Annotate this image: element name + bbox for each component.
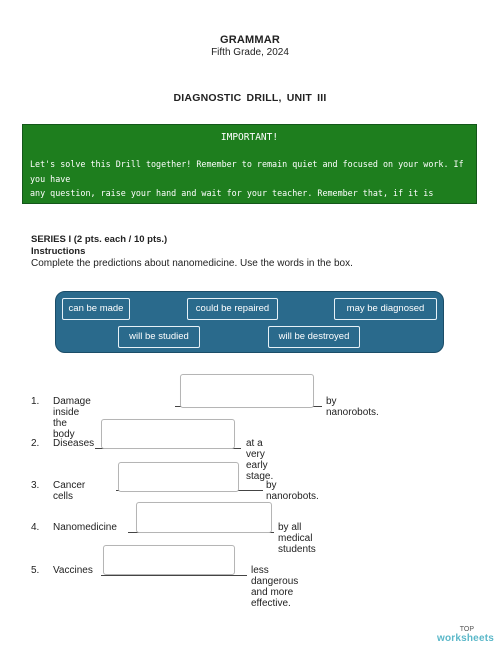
- answer-input-5[interactable]: [103, 545, 235, 575]
- important-notice: [22, 124, 477, 228]
- item-suffix: by nanorobots.: [326, 396, 379, 418]
- word-chip[interactable]: can be made: [62, 298, 130, 320]
- item-suffix: less dangerous and more effective.: [251, 565, 299, 609]
- notice-line: Let's solve this Drill together! Remember to remain quiet and focused on your work. If you have: [30, 159, 464, 184]
- answer-blank: [101, 575, 247, 576]
- answer-input-2[interactable]: [101, 419, 235, 449]
- series-title: SERIES I (2 pts. each / 10 pts.): [31, 234, 168, 245]
- notice-line: additional paper, your work must be organized, clean, and with legible handwriting.: [30, 217, 449, 228]
- item-prefix: Nanomedicine: [53, 522, 117, 533]
- notice-line: any question, raise your hand and wait for your teacher. Remember that, if it is necessary to use: [30, 188, 434, 213]
- item-prefix: Diseases: [53, 438, 95, 449]
- item-number: 1.: [31, 396, 40, 407]
- item-prefix: Damage inside the body: [53, 396, 91, 440]
- drill-title: DIAGNOSTIC DRILL, UNIT III: [173, 92, 327, 104]
- word-chip[interactable]: may be diagnosed: [334, 298, 437, 320]
- instructions-text: Complete the predictions about nanomedicine. Use the words in the box.: [31, 258, 353, 269]
- item-suffix: by nanorobots.: [266, 480, 319, 502]
- instructions-label: Instructions: [31, 246, 86, 257]
- notice-title: IMPORTANT!: [220, 132, 279, 143]
- subject-title: GRAMMAR: [219, 34, 281, 46]
- item-number: 4.: [31, 522, 40, 533]
- notice-body: [30, 157, 472, 230]
- item-suffix: by all medical students: [278, 522, 316, 555]
- answer-input-4[interactable]: [136, 502, 272, 533]
- item-number: 2.: [31, 438, 40, 449]
- top-worksheets-logo-top: TOP: [459, 626, 474, 633]
- grade-subtitle: Fifth Grade, 2024: [211, 47, 289, 58]
- item-number: 3.: [31, 480, 40, 491]
- word-chip[interactable]: will be destroyed: [268, 326, 360, 348]
- top-worksheets-logo: worksheets: [436, 633, 494, 644]
- word-box: [55, 291, 444, 353]
- word-chip[interactable]: could be repaired: [187, 298, 278, 320]
- item-suffix: at a very early stage.: [246, 438, 274, 482]
- answer-input-3[interactable]: [118, 462, 239, 492]
- item-prefix: Vaccines: [53, 565, 93, 576]
- word-chip[interactable]: will be studied: [118, 326, 200, 348]
- item-prefix: Cancer cells: [53, 480, 86, 502]
- item-number: 5.: [31, 565, 40, 576]
- answer-input-1[interactable]: [180, 374, 314, 408]
